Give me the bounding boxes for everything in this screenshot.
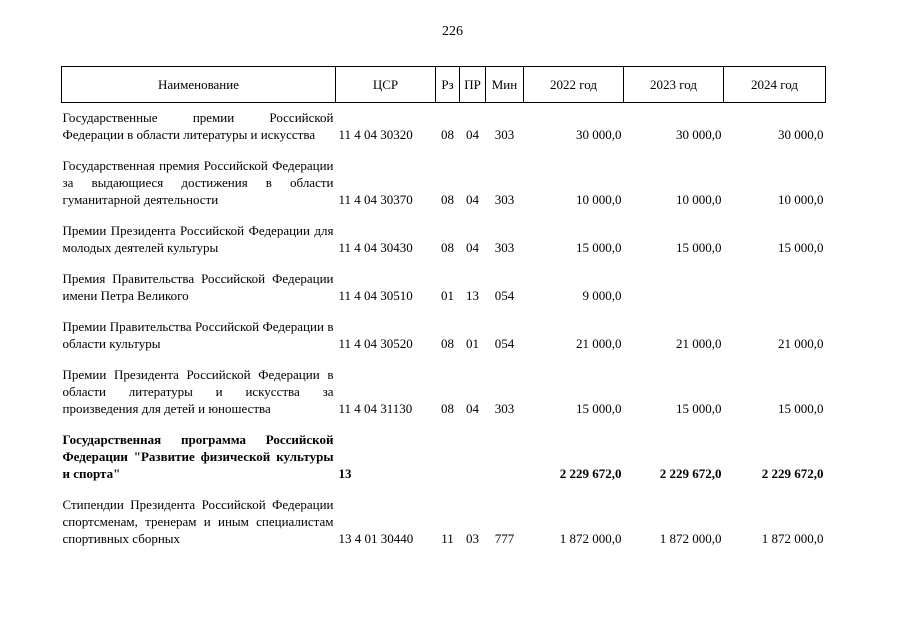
header-row [62,67,826,103]
cell-csr: 13 4 01 30440 [338,531,414,546]
cell-name: Премии Президента Российской Федерации в области литературы и искусства за произведения для детей и юношества [62,367,334,416]
table-row [62,488,826,553]
cell-name: Государственные премии Российской Федерации в области литературы и искусства [62,110,334,142]
cell-2024: 2 229 672,0 [761,466,824,481]
cell-csr: 11 4 04 30510 [338,288,413,303]
header-min: Мин [486,67,524,103]
header-2022: 2022 год [524,67,624,103]
header-name: Наименование [62,67,336,103]
cell-min: 303 [494,192,515,207]
cell-2022: 15 000,0 [576,240,622,255]
cell-2022: 9 000,0 [582,288,622,303]
cell-rz: 08 [441,401,454,416]
cell-min: 303 [494,127,515,142]
table-row [62,149,826,214]
cell-2024: 15 000,0 [778,401,824,416]
cell-2024: 21 000,0 [778,336,824,351]
cell-2023: 30 000,0 [676,127,722,142]
cell-pr: 04 [466,240,479,255]
cell-pr: 04 [466,401,479,416]
header-2023: 2023 год [624,67,724,103]
header-2024: 2024 год [724,67,826,103]
cell-2023: 2 229 672,0 [659,466,722,481]
cell-csr: 13 [338,466,352,481]
cell-rz: 08 [441,240,454,255]
cell-pr: 03 [466,531,479,546]
cell-min: 777 [494,531,515,546]
cell-csr: 11 4 04 30370 [338,192,413,207]
cell-pr: 04 [466,192,479,207]
cell-rz [436,423,460,488]
header-pr: ПР [460,67,486,103]
cell-name: Государственная премия Российской Федерации за выдающиеся достижения в области гуманитарной деятельности [62,158,334,207]
table-row [62,423,826,488]
cell-2024: 30 000,0 [778,127,824,142]
cell-2022: 21 000,0 [576,336,622,351]
cell-csr: 11 4 04 30520 [338,336,413,351]
cell-2024: 10 000,0 [778,192,824,207]
table-row [62,310,826,358]
cell-name: Премии Президента Российской Федерации для молодых деятелей культуры [62,223,334,255]
cell-name: Стипендии Президента Российской Федерации спортсменам, тренерам и иным специалистам спортивных сборных [62,497,334,546]
cell-pr: 13 [466,288,479,303]
cell-rz: 08 [441,192,454,207]
table-row [62,214,826,262]
cell-min: 303 [494,401,515,416]
cell-name: Государственная программа Российской Федерации "Развитие физической культуры и спорта" [62,432,334,481]
cell-2024: 1 872 000,0 [761,531,824,546]
cell-csr: 11 4 04 30320 [338,127,413,142]
table-row [62,103,826,150]
cell-min: 054 [494,288,515,303]
cell-2023: 1 872 000,0 [659,531,722,546]
cell-2023: 21 000,0 [676,336,722,351]
table-row [62,358,826,423]
cell-2024 [724,262,826,310]
cell-pr: 01 [466,336,479,351]
cell-2024: 15 000,0 [778,240,824,255]
cell-pr [460,423,486,488]
header-csr: ЦСР [336,67,436,103]
cell-csr: 11 4 04 30430 [338,240,413,255]
cell-2022: 15 000,0 [576,401,622,416]
cell-rz: 11 [441,531,454,546]
cell-pr: 04 [466,127,479,142]
header-rz: Рз [436,67,460,103]
budget-table [61,66,826,553]
cell-min: 054 [494,336,515,351]
cell-name: Премии Правительства Российской Федерации в области культуры [62,319,334,351]
cell-2023: 10 000,0 [676,192,722,207]
cell-rz: 08 [441,127,454,142]
cell-2023: 15 000,0 [676,401,722,416]
cell-2022: 10 000,0 [576,192,622,207]
table-row [62,262,826,310]
cell-2023: 15 000,0 [676,240,722,255]
cell-rz: 01 [441,288,454,303]
cell-2022: 1 872 000,0 [559,531,622,546]
cell-2022: 30 000,0 [576,127,622,142]
page-number: 226 [442,24,463,39]
cell-min [486,423,524,488]
cell-rz: 08 [441,336,454,351]
cell-min: 303 [494,240,515,255]
cell-csr: 11 4 04 31130 [338,401,413,416]
cell-2022: 2 229 672,0 [559,466,622,481]
cell-2023 [624,262,724,310]
cell-name: Премия Правительства Российской Федерации имени Петра Великого [62,271,334,303]
